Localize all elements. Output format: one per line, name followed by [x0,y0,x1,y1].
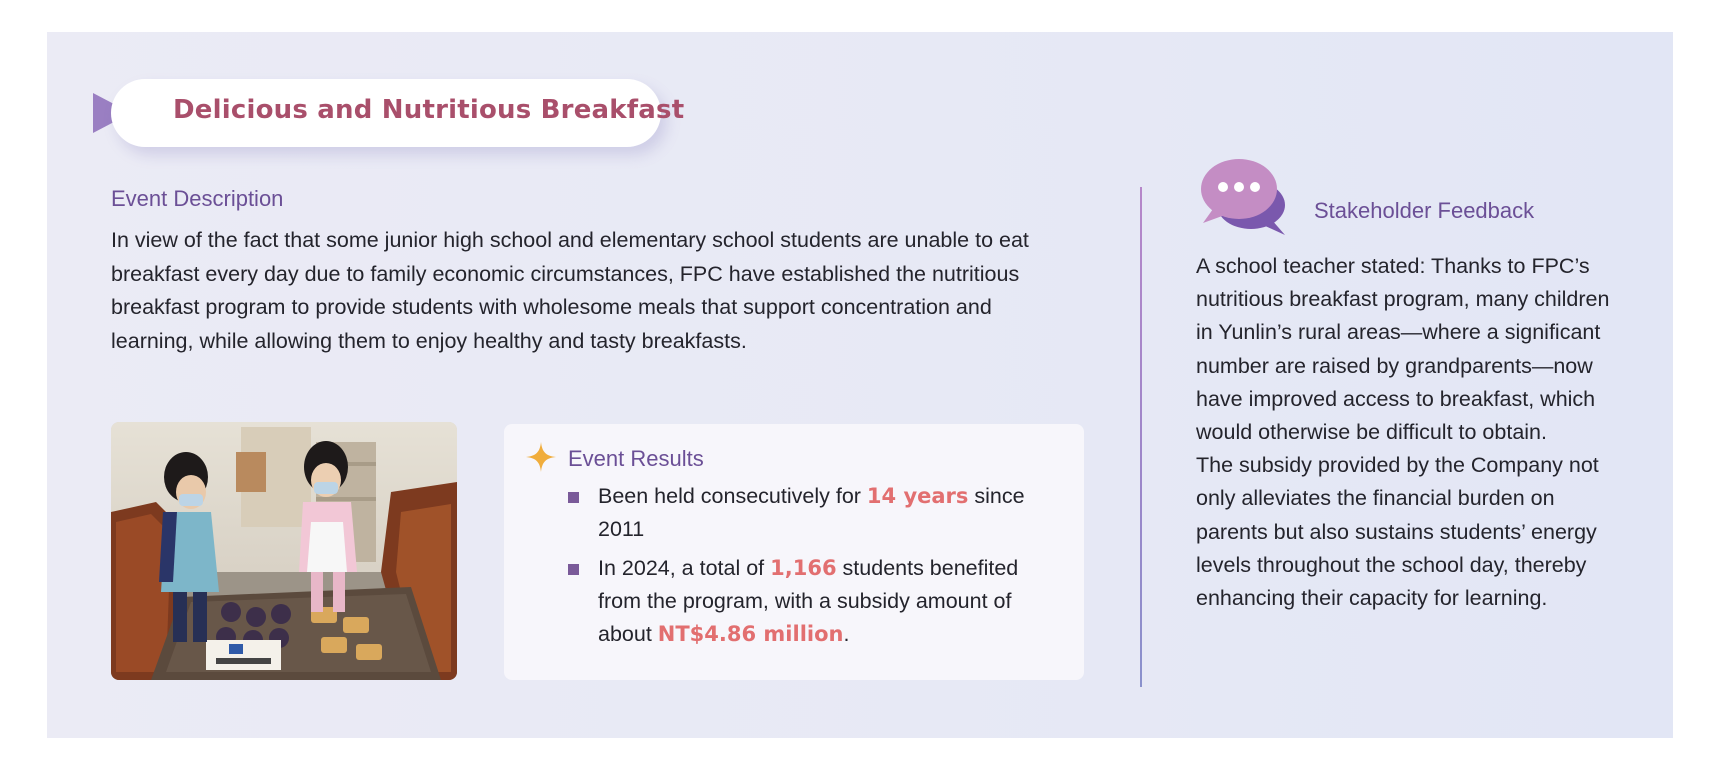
vertical-divider [1140,187,1142,687]
page-title: Delicious and Nutritious Breakfast [173,95,685,125]
result-2-highlight-subsidy: NT$4.86 million [657,622,844,646]
event-results-label: Event Results [568,446,704,471]
result-1-highlight: 14 years [866,484,969,508]
result-2-text-before: In 2024, a total of [598,556,771,580]
square-bullet-icon [568,564,579,575]
event-photo [111,422,457,680]
result-2-highlight-students: 1,166 [770,556,837,580]
stakeholder-feedback-text [1196,250,1626,615]
event-photo-illustration [111,422,457,680]
result-2-text-after: . [843,622,850,646]
speech-bubbles-icon [1199,155,1289,237]
result-1-text-before: Been held consecutively for [598,484,867,508]
content-panel [47,32,1673,738]
sparkle-icon [526,442,556,472]
list-item [568,480,1058,546]
feedback-paragraph-1: A school teacher stated: Thanks to FPC’s nutritious breakfast program, many children in Yunlin’s rural areas—where a significant number are raised by grandparents—now have improved access to breakfast, which would otherwise be difficult to obtain. [1196,254,1610,445]
event-description-label: Event Description [111,186,284,211]
result-1-text-after: since 2011 [598,484,1025,541]
stakeholder-feedback-label: Stakeholder Feedback [1314,198,1535,223]
result-2-text-middle: students benefited from the program, with a subsidy amount of about [598,556,1019,646]
feedback-paragraph-2: The subsidy provided by the Company not only alleviates the financial burden on parents but also sustains students’ energy levels throughout the school day, thereby enhancing their capacity for learning. [1196,453,1599,611]
title-pill [111,79,685,147]
event-results-card [504,424,1084,680]
event-description-text: In view of the fact that some junior high school and elementary school students are unable to eat breakfast every day due to family economic circumstances, FPC have established the nutritious breakfast program to provide students with wholesome meals that support concentration and learning, while allowing them to enjoy healthy and tasty breakfasts. [111,228,1029,353]
square-bullet-icon [568,492,579,503]
list-item [568,552,1058,651]
